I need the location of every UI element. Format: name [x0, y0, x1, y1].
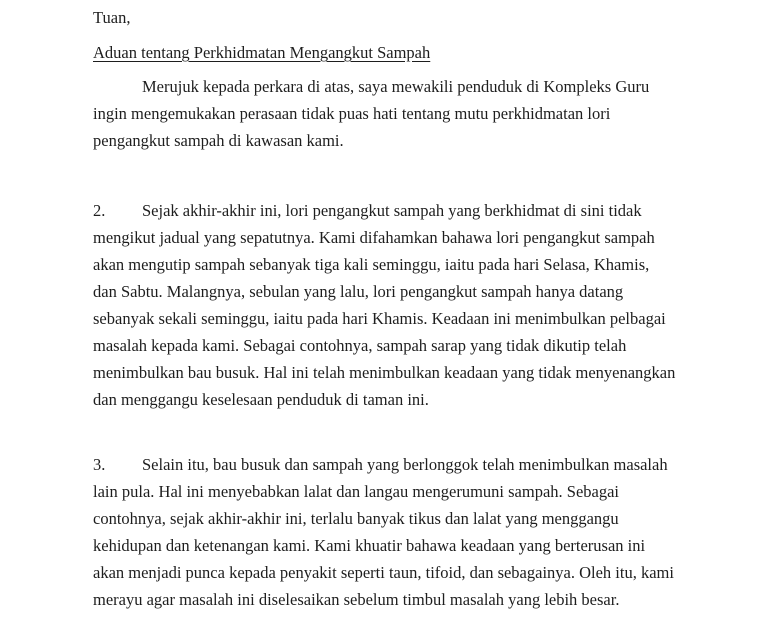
paragraph-3-text: Selain itu, bau busuk dan sampah yang berlonggok telah menimbulkan masalah lain pula. Hal ini menyebabkan lalat dan langau mengerumuni sampah. Sebagai contohnya, sejak akhir-akhir ini, terlalu banyak tikus dan lalat yang menggangu kehidupan dan ketenangan kami. Kami khuatir bahawa keadaan yang berterusan ini akan menjadi punca kepada penyakit seperti taun, tifoid, dan sebagainya. Oleh itu, kami merayu agar masalah ini diselesaikan sebelum timbul masalah yang lebih besar. [93, 455, 674, 609]
paragraph-2-number: 2. [93, 201, 106, 220]
paragraph-3-number: 3. [93, 455, 106, 474]
paragraph-3 [93, 451, 676, 613]
paragraph-2-text: Sejak akhir-akhir ini, lori pengangkut sampah yang berkhidmat di sini tidak mengikut jadual yang sepatutnya. Kami difahamkan bahawa lori pengangkut sampah akan mengutip sampah sebanyak tiga kali seminggu, iaitu pada hari Selasa, Khamis, dan Sabtu. Malangnya, sebulan yang lalu, lori pengangkut sampah hanya datang sebanyak sekali seminggu, iaitu pada hari Khamis. Keadaan ini menimbulkan pelbagai masalah kepada kami. Sebagai contohnya, sampah sarap yang tidak dikutip telah menimbulkan bau busuk. Hal ini telah menimbulkan keadaan yang tidak menyenangkan dan menggangu keselesaan penduduk di taman ini. [93, 201, 676, 409]
subject-heading: Aduan tentang Perkhidmatan Mengangkut Sampah [93, 43, 431, 62]
paragraph-1: Merujuk kepada perkara di atas, saya mewakili penduduk di Kompleks Guru ingin mengemukakan perasaan tidak puas hati tentang mutu perkhidmatan lori pengangkut sampah di kawasan kami. [93, 77, 650, 150]
paragraph-2 [93, 197, 676, 413]
salutation: Tuan, [93, 8, 131, 27]
